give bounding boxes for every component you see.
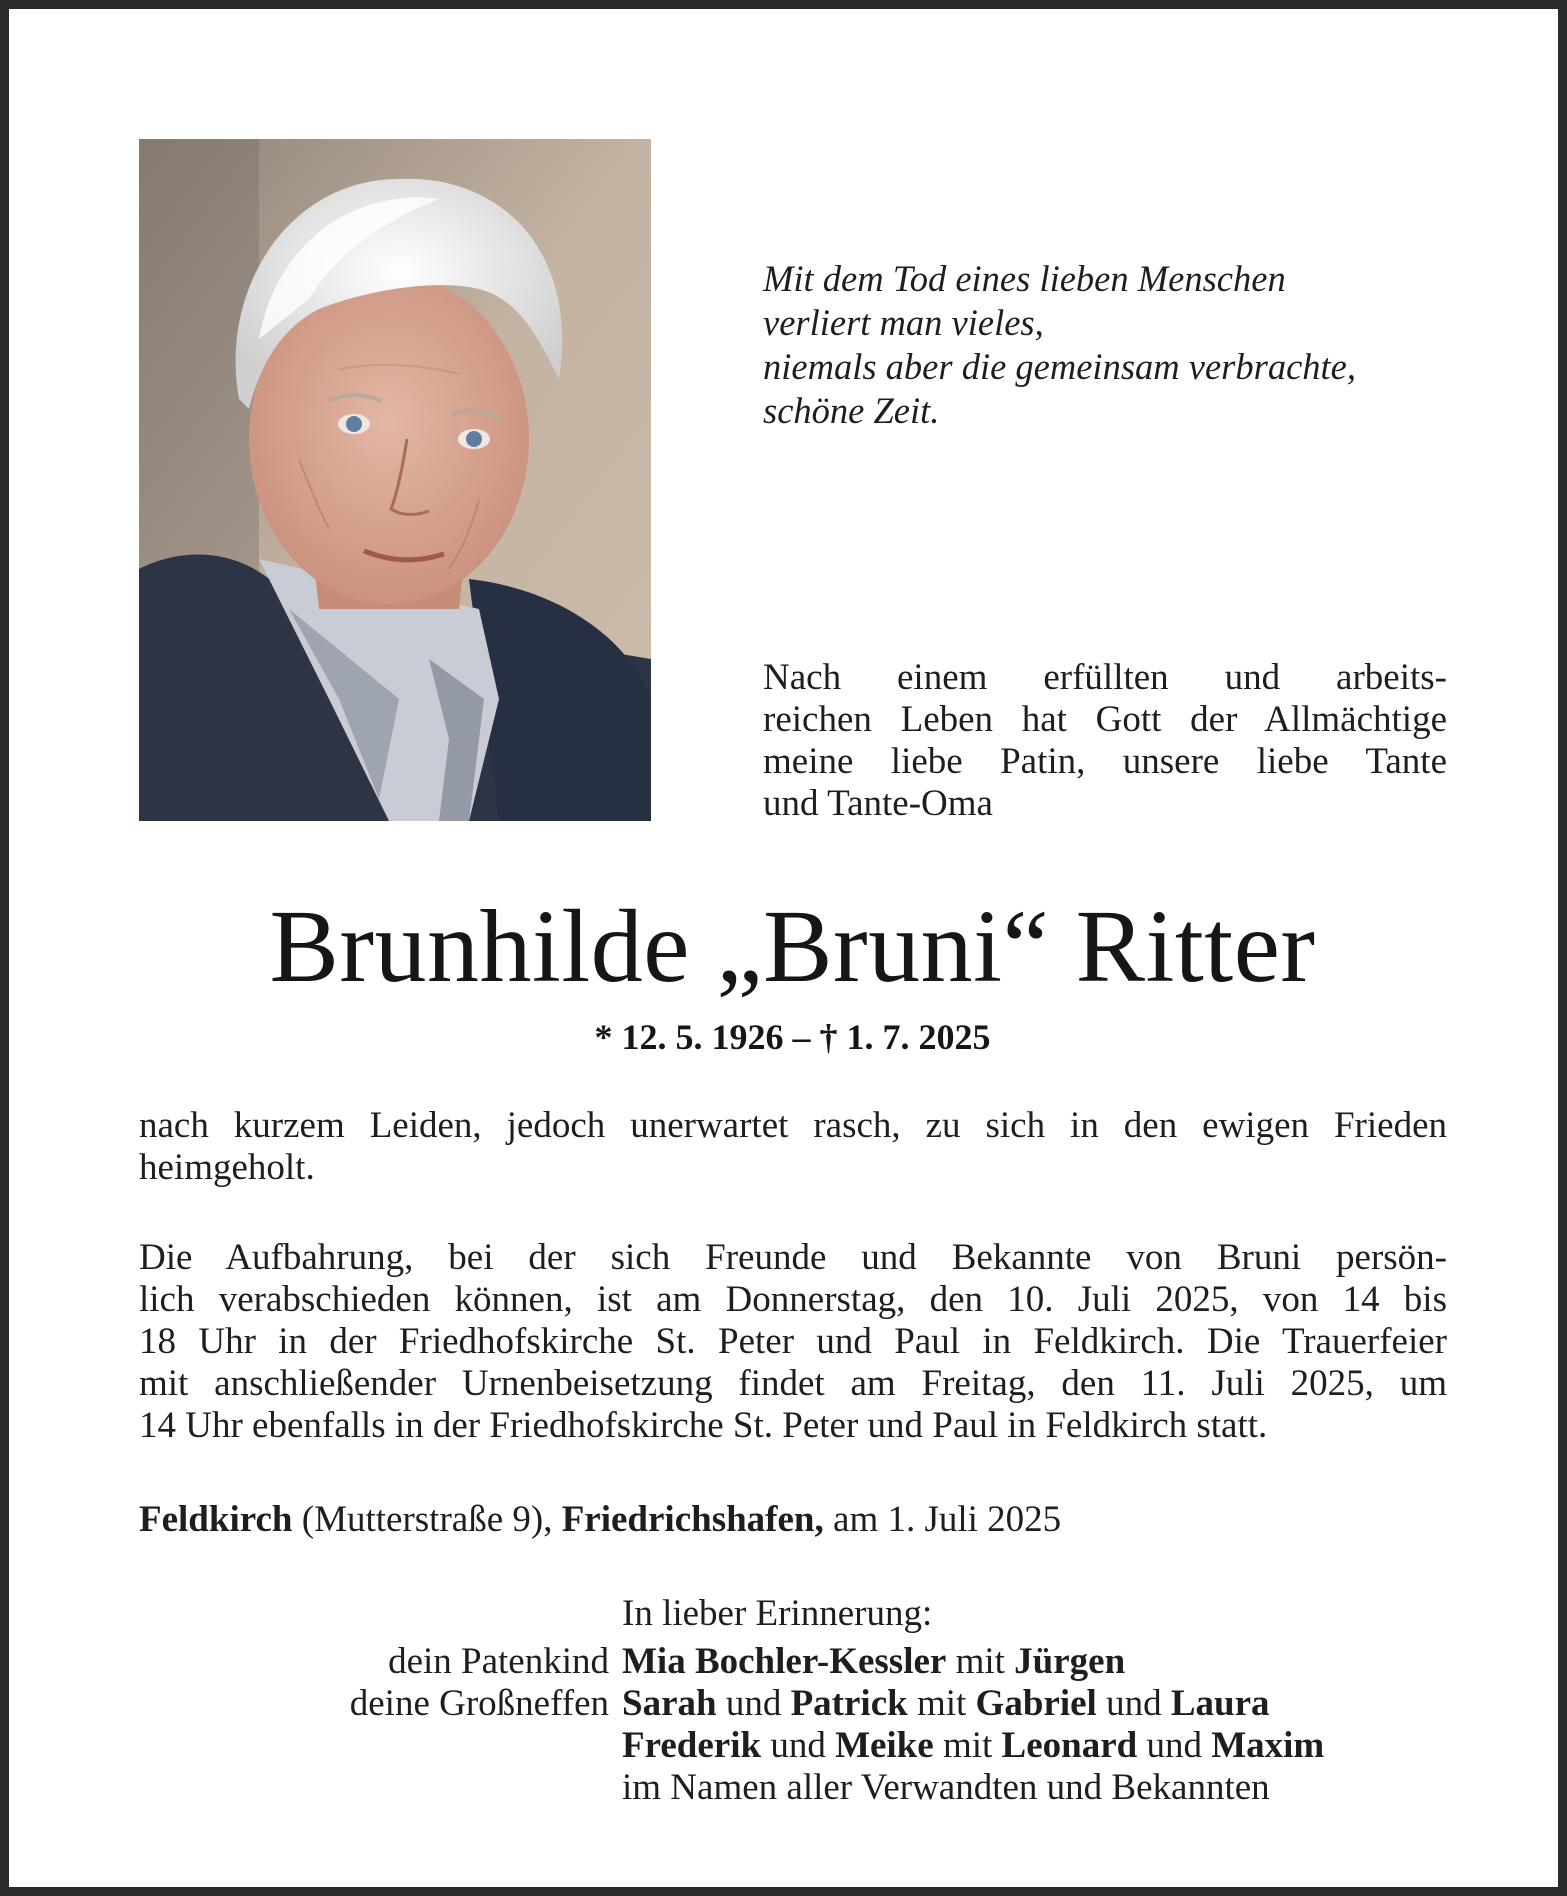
- relation-label: dein Patenkind: [388, 1641, 609, 1682]
- paragraph-line: Die Aufbahrung, bei der sich Freunde und Bekannte von Bruni persön-: [139, 1237, 1447, 1278]
- intro-line: reichen Leben hat Gott der Allmächtige: [763, 699, 1447, 740]
- paragraph-line: lich verabschieden können, ist am Donnerstag, den 10. Juli 2025, von 14 bis: [139, 1279, 1447, 1320]
- mourner-name: Meike: [835, 1725, 934, 1766]
- portrait-icon: [139, 139, 651, 821]
- connector: und: [1096, 1683, 1171, 1724]
- paragraph-funeral: [139, 1237, 1447, 1447]
- paragraph-line: heimgeholt.: [139, 1147, 315, 1188]
- mourner-name: Jürgen: [1014, 1641, 1126, 1682]
- quote-line: schöne Zeit.: [763, 390, 940, 431]
- connector: und: [1137, 1725, 1212, 1766]
- mourner-name: Frederik: [622, 1725, 762, 1766]
- mourner-row: [139, 1683, 1449, 1725]
- mourner-names: [622, 1641, 1449, 1683]
- relation-label: [139, 1725, 622, 1767]
- quote-line: niemals aber die gemeinsam verbrachte,: [763, 346, 1356, 387]
- mourners-heading: In lieber Erinnerung:: [622, 1593, 933, 1634]
- connector: mit: [907, 1683, 976, 1724]
- intro-paragraph: [763, 657, 1447, 825]
- portrait-photo: [139, 139, 651, 821]
- connector: und: [716, 1683, 791, 1724]
- paragraph-line: 18 Uhr in der Friedhofskirche St. Peter und Paul in Feldkirch. Die Trauerfeier: [139, 1321, 1447, 1362]
- connector: und: [761, 1725, 836, 1766]
- quote-line: Mit dem Tod eines lieben Menschen: [763, 258, 1286, 299]
- mourner-name: Laura: [1170, 1683, 1270, 1724]
- mourner-name: Sarah: [622, 1683, 717, 1724]
- deceased-name: Brunhilde „Bruni“ Ritter: [269, 889, 1316, 1004]
- intro-line: meine liebe Patin, unsere liebe Tante: [763, 741, 1447, 782]
- paragraph-passing: [139, 1105, 1447, 1189]
- mourner-names: [622, 1725, 1449, 1767]
- life-dates: * 12. 5. 1926 – † 1. 7. 2025: [594, 1017, 991, 1057]
- mourner-row: [139, 1767, 1449, 1809]
- mourner-name: Gabriel: [975, 1683, 1097, 1724]
- place-date-line: [139, 1499, 1061, 1541]
- connector: mit: [946, 1641, 1015, 1682]
- mourner-names: [622, 1683, 1449, 1725]
- quote-line: verliert man vieles,: [763, 302, 1044, 343]
- paragraph-line: mit anschließender Urnenbeisetzung findet am Freitag, den 11. Juli 2025, um: [139, 1363, 1447, 1404]
- quote: [763, 257, 1483, 433]
- mourner-name: Patrick: [790, 1683, 908, 1724]
- relation-label: [139, 1767, 622, 1809]
- place-city2: Friedrichshafen,: [561, 1499, 824, 1540]
- closing-line: im Namen aller Verwandten und Bekannten: [622, 1767, 1270, 1808]
- mourner-name: Leonard: [1001, 1725, 1138, 1766]
- connector: mit: [933, 1725, 1002, 1766]
- paragraph-line: nach kurzem Leiden, jedoch unerwartet rasch, zu sich in den ewigen Frieden: [139, 1105, 1447, 1146]
- mourner-name: Maxim: [1211, 1725, 1325, 1766]
- mourner-row: [139, 1641, 1449, 1683]
- place-city1: Feldkirch: [139, 1499, 293, 1540]
- paragraph-line: 14 Uhr ebenfalls in der Friedhofskirche St. Peter und Paul in Feldkirch statt.: [139, 1405, 1268, 1446]
- relation-label: deine Großneffen: [349, 1683, 609, 1724]
- mourner-row: [139, 1725, 1449, 1767]
- intro-line: und Tante-Oma: [763, 783, 993, 824]
- mourners-list: [139, 1641, 1449, 1809]
- place-address: (Mutterstraße 9),: [292, 1499, 562, 1540]
- place-date: am 1. Juli 2025: [823, 1499, 1062, 1540]
- intro-line: Nach einem erfüllten und arbeits-: [763, 657, 1447, 698]
- mourner-name: Mia Bochler-Kessler: [622, 1641, 947, 1682]
